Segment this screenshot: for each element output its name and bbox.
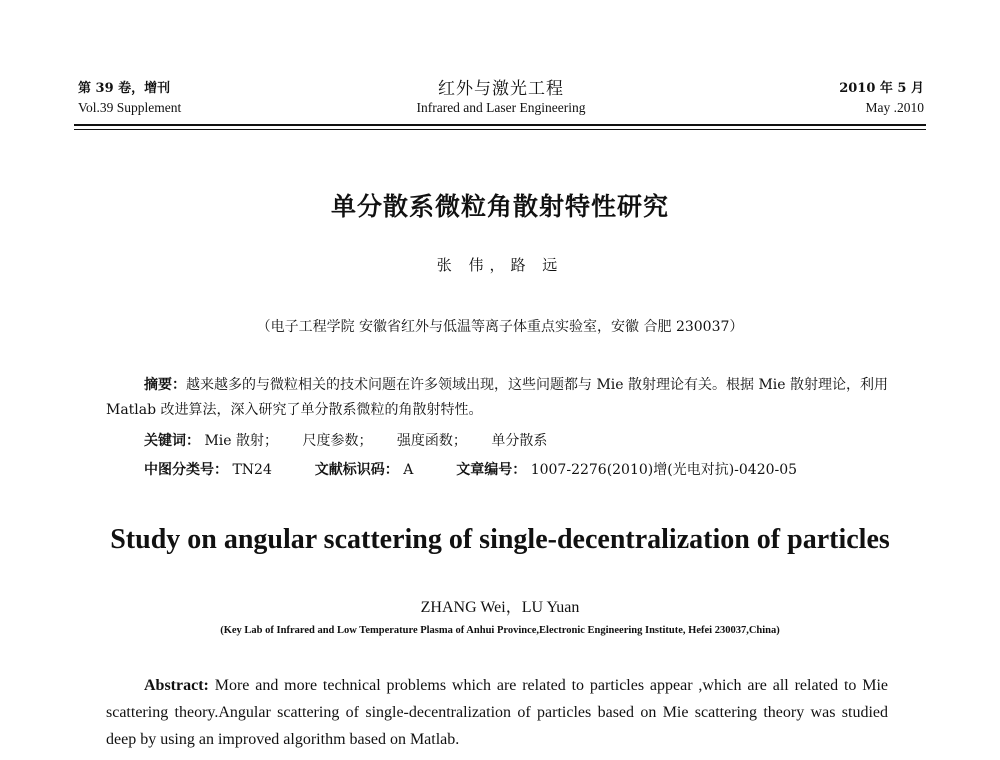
paper-title-en: Study on angular scattering of single-decentralization of particles	[110, 524, 890, 555]
keyword-item: 单分散系	[491, 433, 548, 449]
authors-en: ZHANG Wei，LU Yuan	[420, 599, 580, 616]
header-date-cn: 2010 年 5 月	[839, 81, 924, 96]
doc-code-label: 文献标识码：	[314, 462, 399, 478]
article-number-label: 文章编号：	[456, 462, 527, 478]
abstract-cn-label: 摘要：	[144, 377, 186, 393]
affiliation-cn: （电子工程学院 安徽省红外与低温等离子体重点实验室，安徽 合肥 230037）	[256, 319, 744, 335]
header-journal	[78, 80, 924, 117]
running-header	[78, 80, 924, 124]
paper-title-cn: 单分散系微粒角散射特性研究	[330, 192, 669, 221]
keywords-cn	[144, 430, 567, 450]
clc-value: TN24	[232, 462, 272, 478]
clc-label: 中图分类号：	[144, 462, 228, 478]
keyword-item: 强度函数；	[396, 433, 467, 449]
article-number-value: 1007-2276(2010)增(光电对抗)-0420-05	[530, 462, 798, 478]
header-journal-en: Infrared and Laser Engineering	[416, 100, 586, 115]
affiliation-en: (Key Lab of Infrared and Low Temperature Plasma of Anhui Province,Electronic Engineering Institute, Hefei 230037,China)	[220, 625, 780, 636]
keywords-cn-label: 关键词：	[144, 433, 200, 449]
keyword-item: Mie 散射；	[204, 433, 279, 449]
keyword-item: 尺度参数；	[302, 433, 373, 449]
header-rule-thin	[74, 129, 926, 130]
header-volume-cn: 第 39 卷，增刊	[78, 81, 171, 96]
header-volume-en: Vol.39 Supplement	[78, 100, 182, 115]
abstract-en-label: Abstract:	[144, 677, 209, 694]
authors-cn: 张 伟，路 远	[436, 256, 564, 274]
header-date	[839, 80, 924, 117]
classification-line	[144, 459, 797, 479]
doc-code-value: A	[403, 462, 414, 478]
abstract-cn-text: 越来越多的与微粒相关的技术问题在许多领域出现，这些问题都与 Mie 散射理论有关。根据 Mie 散射理论，利用 Matlab 改进算法，深入研究了单分散系微粒的角散射特性。	[106, 377, 888, 418]
header-journal-cn: 红外与激光工程	[438, 79, 564, 99]
abstract-en-text: More and more technical problems which are related to particles appear ,which are all related to Mie scattering theory.Angular scattering of single-decentralization of particles based on Mie scattering theory was studied deep by using an improved algorithm based on Matlab.	[106, 677, 889, 748]
header-rule-thick	[74, 124, 926, 126]
header-date-en: May .2010	[865, 100, 924, 115]
abstract-cn	[106, 373, 888, 423]
abstract-en	[106, 672, 888, 753]
